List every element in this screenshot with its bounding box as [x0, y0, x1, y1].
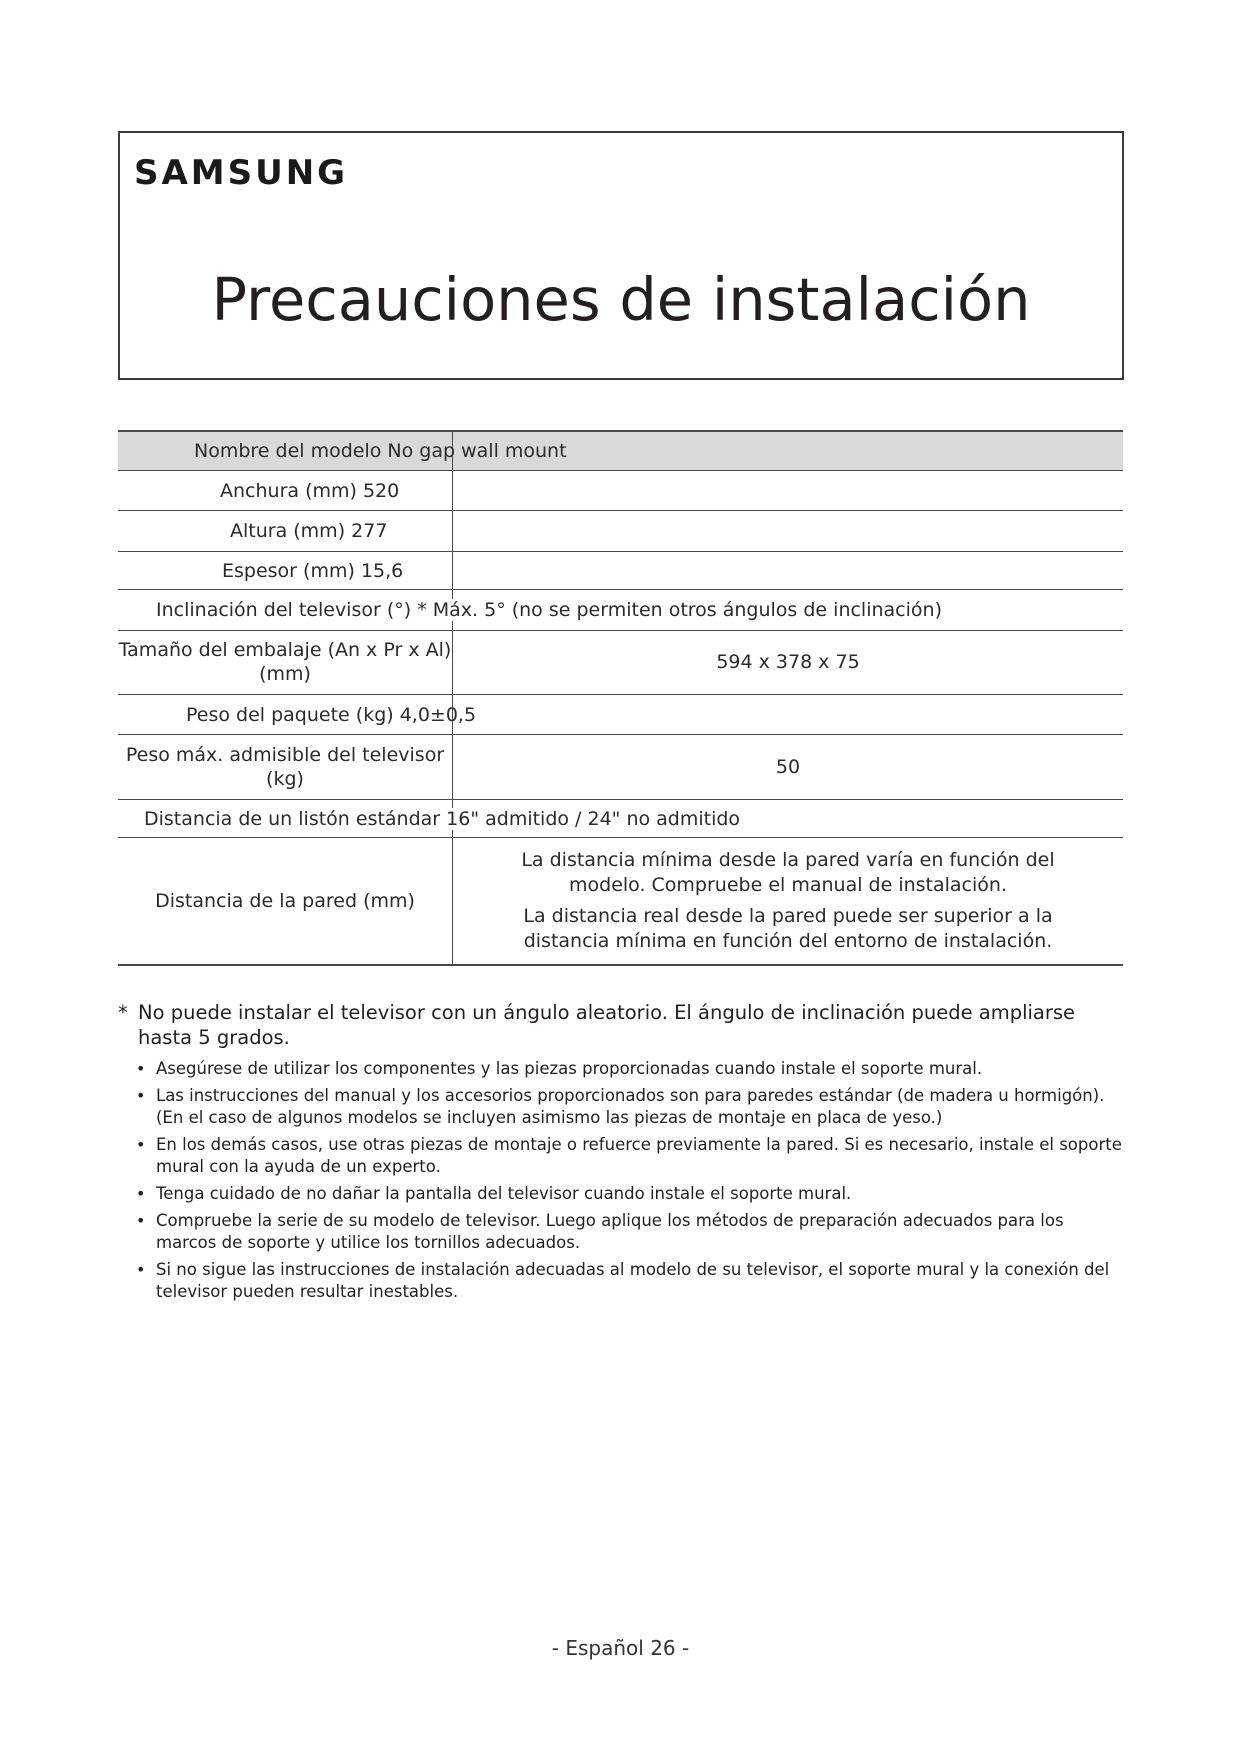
table-row-model — [118, 431, 1123, 470]
table-row-pack-weight — [118, 694, 1123, 734]
table-row-tilt — [118, 589, 1123, 630]
list-item: • Tenga cuidado de no dañar la pantalla del televisor cuando instale el soporte mural. — [136, 1184, 852, 1203]
max-weight-label: Peso máx. admisible del televisor (kg) — [118, 734, 453, 799]
tilt-note-text: No puede instalar el televisor con un ángulo aleatorio. El ángulo de inclinación puede ampliarse hasta 5 grados. — [138, 1001, 1076, 1049]
table-row-wall-distance — [118, 837, 1123, 965]
bullet-icon: • — [136, 1184, 146, 1203]
wall-distance-note-2: La distancia real desde la pared puede ser superior a la distancia mínima en función del entorno de instalación. — [523, 904, 1053, 952]
pack-size-label: Tamaño del embalaje (An x Pr x Al) (mm) — [118, 630, 453, 694]
list-item: • Si no sigue las instrucciones de instalación adecuadas al modelo de su televisor, el soporte mural y la conexión del televisor pueden resultar inestables. — [136, 1260, 1110, 1301]
table-row-pack-size — [118, 630, 1123, 694]
pack-size-value: 594 x 378 x 75 — [453, 630, 1124, 694]
model-row-text: Nombre del modelo No gap wall mount — [194, 440, 567, 462]
bullet-icon: • — [136, 1059, 146, 1078]
page-number: - Español 26 - — [551, 1636, 690, 1660]
spec-table — [118, 430, 1123, 966]
page-title: Precauciones de instalación — [211, 265, 1031, 334]
precaution-list — [134, 1058, 1124, 1308]
table-row-max-weight — [118, 734, 1123, 799]
max-weight-value: 50 — [453, 734, 1124, 799]
wall-distance-note-1: La distancia mínima desde la pared varía en función del modelo. Compruebe el manual de instalación. — [521, 848, 1055, 896]
samsung-logo: SAMSUNG — [134, 153, 349, 193]
tilt-row-text: Inclinación del televisor (°) * Máx. 5° (no se permiten otros ángulos de inclinación) — [156, 598, 942, 621]
tilt-note — [118, 1000, 1098, 1050]
list-item: • Compruebe la serie de su modelo de televisor. Luego aplique los métodos de preparación adecuados para los marcos de soporte y utilice los tornillos adecuados. — [136, 1211, 1064, 1252]
title-box — [118, 131, 1124, 380]
list-item: • En los demás casos, use otras piezas de montaje o refuerce previamente la pared. Si es necesario, instale el soporte mural con la ayuda de un experto. — [136, 1135, 1122, 1176]
table-row-stud — [118, 799, 1123, 837]
asterisk-mark: * — [118, 1001, 128, 1024]
thickness-row-text: Espesor (mm) 15,6 — [222, 559, 404, 582]
bullet-icon: • — [136, 1260, 146, 1279]
table-row-width — [118, 470, 1123, 510]
width-row-text: Anchura (mm) 520 — [220, 479, 400, 502]
bullet-icon: • — [136, 1211, 146, 1230]
bullet-icon: • — [136, 1135, 146, 1154]
wall-distance-label: Distancia de la pared (mm) — [118, 837, 453, 965]
table-row-height — [118, 510, 1123, 551]
bullet-icon: • — [136, 1086, 146, 1105]
table-row-thickness — [118, 551, 1123, 589]
list-item: • Las instrucciones del manual y los accesorios proporcionados son para paredes estándar (de madera u hormigón). (En el caso de algunos modelos se incluyen asimismo las piezas de montaje en placa de yeso.) — [136, 1086, 1105, 1127]
list-item: • Asegúrese de utilizar los componentes y las piezas proporcionadas cuando instale el soporte mural. — [136, 1059, 983, 1078]
pack-weight-row-text: Peso del paquete (kg) 4,0±0,5 — [186, 703, 477, 726]
stud-row-text: Distancia de un listón estándar 16" admitido / 24" no admitido — [144, 807, 741, 830]
height-row-text: Altura (mm) 277 — [230, 519, 388, 542]
